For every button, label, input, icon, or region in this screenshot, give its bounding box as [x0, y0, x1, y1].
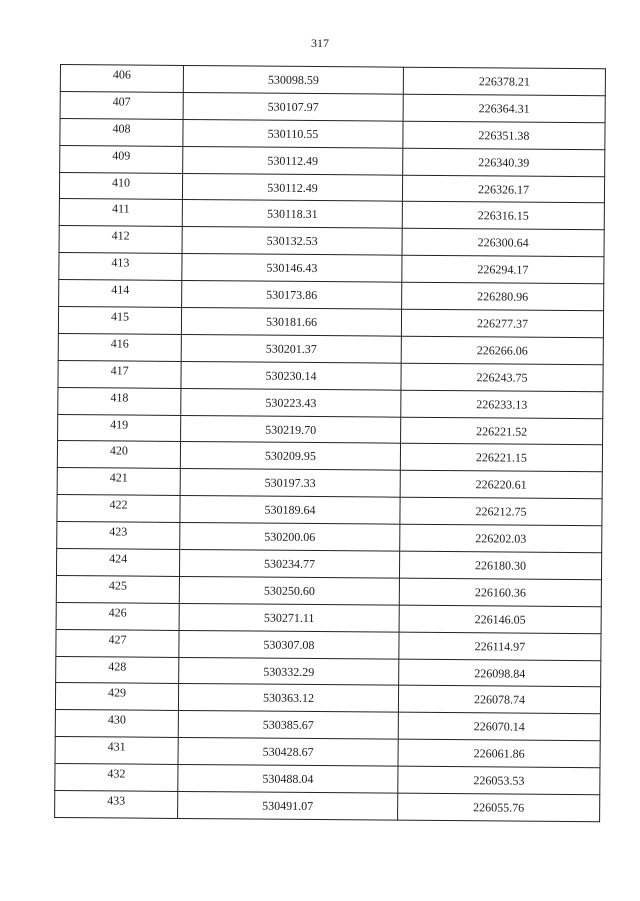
x-coordinate-cell: 530250.60: [179, 576, 399, 605]
point-number-cell: 416: [58, 333, 181, 361]
table-row: [60, 91, 605, 122]
table-row: [59, 172, 604, 203]
table-row: [55, 710, 600, 741]
point-number-cell: 414: [59, 280, 182, 308]
point-number-cell: 406: [60, 65, 183, 93]
x-coordinate-cell: 530112.49: [183, 146, 403, 175]
table-row: [59, 253, 604, 284]
point-number-cell: 426: [56, 602, 179, 630]
table-row: [56, 656, 601, 687]
y-coordinate-cell: 226300.64: [402, 229, 604, 257]
table-row: [57, 495, 602, 526]
table-row: [57, 468, 602, 499]
y-coordinate-cell: 226114.97: [399, 632, 601, 660]
table-row: [60, 65, 605, 96]
x-coordinate-cell: 530332.29: [179, 657, 399, 686]
point-number-cell: 433: [55, 791, 178, 819]
y-coordinate-cell: 226266.06: [401, 336, 603, 364]
y-coordinate-cell: 226202.03: [400, 524, 602, 552]
x-coordinate-cell: 530491.07: [178, 791, 398, 820]
table-row: [55, 764, 600, 795]
x-coordinate-cell: 530385.67: [178, 711, 398, 740]
point-number-cell: 407: [60, 91, 183, 119]
table-row: [58, 414, 603, 445]
x-coordinate-cell: 530173.86: [182, 281, 402, 310]
y-coordinate-cell: 226221.15: [400, 444, 602, 472]
x-coordinate-cell: 530223.43: [181, 388, 401, 417]
point-number-cell: 411: [59, 199, 182, 227]
table-row: [59, 280, 604, 311]
table-row: [56, 629, 601, 660]
table-row: [55, 683, 600, 714]
point-number-cell: 418: [58, 387, 181, 415]
table-row: [58, 360, 603, 391]
point-number-cell: 408: [60, 118, 183, 146]
x-coordinate-cell: 530112.49: [182, 173, 402, 202]
y-coordinate-cell: 226326.17: [402, 175, 604, 203]
y-coordinate-cell: 226061.86: [398, 739, 600, 767]
x-coordinate-cell: 530219.70: [181, 415, 401, 444]
x-coordinate-cell: 530201.37: [181, 334, 401, 363]
x-coordinate-cell: 530189.64: [180, 496, 400, 525]
point-number-cell: 410: [59, 172, 182, 200]
point-number-cell: 409: [60, 145, 183, 173]
x-coordinate-cell: 530307.08: [179, 630, 399, 659]
y-coordinate-cell: 226220.61: [400, 471, 602, 499]
y-coordinate-cell: 226364.31: [403, 94, 605, 122]
x-coordinate-cell: 530488.04: [178, 765, 398, 794]
y-coordinate-cell: 226053.53: [398, 766, 600, 794]
y-coordinate-cell: 226078.74: [398, 686, 600, 714]
y-coordinate-cell: 226212.75: [400, 497, 602, 525]
point-number-cell: 421: [57, 468, 180, 496]
x-coordinate-cell: 530098.59: [183, 65, 403, 94]
y-coordinate-cell: 226378.21: [403, 67, 605, 95]
coordinate-table: [54, 64, 606, 822]
table-row: [59, 226, 604, 257]
x-coordinate-cell: 530363.12: [178, 684, 398, 713]
point-number-cell: 417: [58, 360, 181, 388]
point-number-cell: 413: [59, 253, 182, 281]
y-coordinate-cell: 226277.37: [401, 309, 603, 337]
x-coordinate-cell: 530234.77: [179, 549, 399, 578]
y-coordinate-cell: 226180.30: [399, 551, 601, 579]
x-coordinate-cell: 530197.33: [180, 469, 400, 498]
table-row: [56, 549, 601, 580]
table-row: [57, 441, 602, 472]
point-number-cell: 427: [56, 629, 179, 657]
point-number-cell: 412: [59, 226, 182, 254]
x-coordinate-cell: 530181.66: [181, 307, 401, 336]
x-coordinate-cell: 530146.43: [182, 254, 402, 283]
point-number-cell: 423: [57, 522, 180, 550]
table-row: [60, 145, 605, 176]
y-coordinate-cell: 226055.76: [398, 793, 600, 821]
x-coordinate-cell: 530110.55: [183, 119, 403, 148]
x-coordinate-cell: 530118.31: [182, 200, 402, 229]
y-coordinate-cell: 226316.15: [402, 202, 604, 230]
point-number-cell: 425: [56, 575, 179, 603]
y-coordinate-cell: 226340.39: [403, 148, 605, 176]
table-row: [58, 387, 603, 418]
point-number-cell: 422: [57, 495, 180, 523]
point-number-cell: 424: [56, 549, 179, 577]
table-row: [56, 602, 601, 633]
point-number-cell: 429: [55, 683, 178, 711]
point-number-cell: 420: [57, 441, 180, 469]
coordinate-table-container: [54, 64, 605, 823]
table-row: [56, 575, 601, 606]
y-coordinate-cell: 226233.13: [401, 390, 603, 418]
table-row: [55, 737, 600, 768]
y-coordinate-cell: 226351.38: [403, 121, 605, 149]
y-coordinate-cell: 226294.17: [402, 255, 604, 283]
y-coordinate-cell: 226098.84: [399, 659, 601, 687]
table-row: [55, 791, 600, 822]
x-coordinate-cell: 530428.67: [178, 738, 398, 767]
x-coordinate-cell: 530209.95: [180, 442, 400, 471]
point-number-cell: 430: [55, 710, 178, 738]
coordinate-table-body: [55, 65, 606, 822]
x-coordinate-cell: 530107.97: [183, 92, 403, 121]
page-number: 317: [311, 36, 329, 50]
y-coordinate-cell: 226221.52: [401, 417, 603, 445]
point-number-cell: 431: [55, 737, 178, 765]
table-row: [58, 333, 603, 364]
y-coordinate-cell: 226243.75: [401, 363, 603, 391]
y-coordinate-cell: 226146.05: [399, 605, 601, 633]
table-row: [58, 307, 603, 338]
x-coordinate-cell: 530132.53: [182, 227, 402, 256]
point-number-cell: 419: [58, 414, 181, 442]
table-row: [59, 199, 604, 230]
point-number-cell: 415: [58, 307, 181, 335]
y-coordinate-cell: 226280.96: [402, 282, 604, 310]
x-coordinate-cell: 530271.11: [179, 603, 399, 632]
x-coordinate-cell: 530200.06: [180, 523, 400, 552]
x-coordinate-cell: 530230.14: [181, 361, 401, 390]
y-coordinate-cell: 226070.14: [398, 713, 600, 741]
y-coordinate-cell: 226160.36: [399, 578, 601, 606]
point-number-cell: 432: [55, 764, 178, 792]
point-number-cell: 428: [56, 656, 179, 684]
table-row: [60, 118, 605, 149]
table-row: [57, 522, 602, 553]
